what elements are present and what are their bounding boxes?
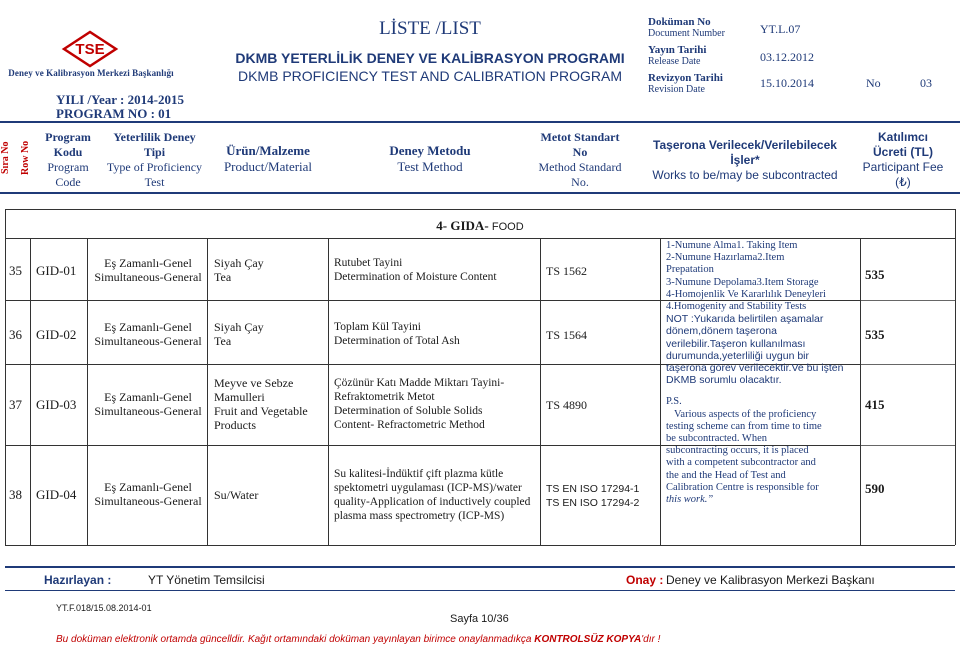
col-product-1: Ürün/Malzeme xyxy=(226,143,310,158)
col-subcontract-1: Taşerona Verilecek/Verilebilecek xyxy=(653,138,837,152)
row-fee: 415 xyxy=(865,397,885,412)
row-type-en: Simultaneous-General xyxy=(94,404,202,418)
row-method-4: plasma mass spectrometry (ICP-MS) xyxy=(334,510,505,522)
note-en-4: subcontracting occurs, it is placed xyxy=(666,445,809,457)
row-method-4: Content- Refractometric Method xyxy=(334,419,485,431)
program-title-tr: DKMB YETERLİLİK DENEY VE KALİBRASYON PROGRAMI xyxy=(235,50,625,66)
row-fee: 535 xyxy=(865,327,885,342)
row-product xyxy=(214,376,308,432)
col-subcontract-3: Works to be/may be subcontracted xyxy=(652,168,838,182)
row-method-2: Determination of Moisture Content xyxy=(334,271,497,283)
row-product-3: Fruit and Vegetable xyxy=(214,404,308,418)
row-method-1: Toplam Kül Tayini xyxy=(334,321,421,333)
col-method-1: Deney Metodu xyxy=(389,143,471,158)
note-en-2: testing scheme can from time to time xyxy=(666,420,822,432)
warning-a: Bu doküman elektronik ortamda güncelldir. Kağıt ortamındaki doküman yayınlayan birimce onaylanmadıkça xyxy=(56,634,532,645)
row-method xyxy=(334,256,497,284)
col-fee xyxy=(848,130,958,190)
col-standard-3: Method Standard xyxy=(538,160,622,174)
col-program-code xyxy=(38,130,98,190)
row-method-1: Çözünür Katı Madde Miktarı Tayini- xyxy=(334,377,505,389)
note-tr-1: NOT :Yukarıda belirtilen aşamalar xyxy=(666,313,824,326)
revision-label-en: Revision Date xyxy=(648,84,705,95)
col-fee-1: Katılımcı xyxy=(877,130,928,144)
subcontract-note xyxy=(666,240,858,506)
col-row xyxy=(20,128,36,188)
no-label: No xyxy=(866,76,881,90)
row-fee: 535 xyxy=(865,267,885,282)
row-type-tr: Eş Zamanlı-Genel xyxy=(104,256,192,270)
col-subcontract-2: İşler* xyxy=(730,153,760,167)
row-method-2: spektometri uygulaması (ICP-MS)/water xyxy=(334,482,522,494)
section-title-en: FOOD xyxy=(491,221,524,233)
row-type-en: Simultaneous-General xyxy=(94,334,202,348)
note-en-8: this work.” xyxy=(666,494,714,506)
warning-b: KONTROLSÜZ KOPYA xyxy=(534,634,642,645)
col-product-2: Product/Material xyxy=(223,159,313,174)
release-label: Yayın Tarihi xyxy=(648,44,707,56)
row-type xyxy=(88,480,208,508)
page-number: Sayfa 10/36 xyxy=(450,613,509,625)
doc-no-label-en: Document Number xyxy=(648,28,725,39)
ps-label: P.S. xyxy=(666,396,682,408)
row-standard: TS 1564 xyxy=(546,328,588,342)
row-type-tr: Eş Zamanlı-Genel xyxy=(104,390,192,404)
prepared-label: Hazırlayan : xyxy=(44,573,112,587)
row-method xyxy=(334,467,530,523)
row-method-1: Su kalitesi-İndüktif çift plazma kütle xyxy=(334,468,504,480)
row-code: GID-02 xyxy=(36,327,77,342)
subcontract-item-6: 4.Homogenity and Stability Tests xyxy=(666,301,807,313)
col-type-3: Type of Proficiency xyxy=(106,160,203,174)
subcontract-item-4: 3-Numune Depolama3.Item Storage xyxy=(666,276,819,288)
tse-logo xyxy=(60,30,120,68)
col-program-2: Kodu xyxy=(53,145,83,159)
col-program-3: Program xyxy=(47,160,89,174)
revision-value: 15.10.2014 xyxy=(760,76,814,90)
col-type-4: Test xyxy=(144,175,165,189)
note-tr-5: taşerona görev verilecektir.Ve bu işten xyxy=(666,362,844,375)
note-tr-6: DKMB sorumlu olacaktır. xyxy=(666,374,782,387)
subcontract-item-2: 2-Numune Hazırlama2.Item xyxy=(666,252,785,264)
row-product-1: Su/Water xyxy=(214,488,259,502)
col-product xyxy=(208,143,328,175)
row-method xyxy=(334,376,504,432)
section-title-tr: 4- GIDA- xyxy=(436,218,489,233)
row-sira: 38 xyxy=(9,487,22,502)
subcontract-item-3: Prepatation xyxy=(666,264,714,276)
row-sira: 37 xyxy=(9,397,22,412)
row-standard-1: TS EN ISO 17294-1 xyxy=(546,483,640,495)
col-fee-3: Participant Fee xyxy=(862,160,944,174)
note-tr-2: dönem,dönem taşerona xyxy=(666,325,777,338)
note-en-5: with a competent subcontractor and xyxy=(666,457,816,469)
row-product-4: Products xyxy=(214,418,256,432)
col-standard xyxy=(520,130,640,190)
note-en-7: Calibration Centre is responsible for xyxy=(666,481,819,493)
row-code: GID-01 xyxy=(36,263,77,278)
col-type-2: Tipi xyxy=(143,145,166,159)
release-value: 03.12.2012 xyxy=(760,50,814,64)
col-row-en: Row No xyxy=(20,140,31,176)
row-product-1: Meyve ve Sebze xyxy=(214,376,294,390)
row-code: GID-03 xyxy=(36,397,77,412)
row-type-tr: Eş Zamanlı-Genel xyxy=(104,480,192,494)
col-method-2: Test Method xyxy=(397,159,463,174)
no-value: 03 xyxy=(920,76,932,90)
col-standard-1: Metot Standart xyxy=(540,130,620,144)
subcontract-item-1: 1-Numune Alma1. Taking Item xyxy=(666,240,798,251)
form-no: YT.F.018/15.08.2014-01 xyxy=(56,603,152,613)
note-en-3: be subcontracted. When xyxy=(666,433,767,445)
program-title-en: DKMB PROFICIENCY TEST AND CALIBRATION PROGRAM xyxy=(237,68,623,84)
row-sira: 36 xyxy=(9,327,22,342)
row-standard-2: TS EN ISO 17294-2 xyxy=(546,497,640,509)
col-type-1: Yeterlilik Deney xyxy=(113,130,196,144)
row-product-1: Siyah Çay xyxy=(214,256,264,270)
row-sira: 35 xyxy=(9,263,22,278)
col-standard-2: No xyxy=(572,145,588,159)
row-product xyxy=(214,488,258,502)
release-label-en: Release Date xyxy=(648,56,701,67)
org-name: Deney ve Kalibrasyon Merkezi Başkanlığı xyxy=(8,68,174,78)
row-method-3: quality-Application of inductively coupled xyxy=(334,496,531,508)
row-product xyxy=(214,320,264,348)
row-type-en: Simultaneous-General xyxy=(94,494,202,508)
doc-no-label: Doküman No xyxy=(648,16,711,28)
row-type xyxy=(88,390,208,418)
col-sira-tr: Sıra No xyxy=(0,141,11,175)
doc-no-value: YT.L.07 xyxy=(760,22,801,36)
row-standard: TS 1562 xyxy=(546,264,588,278)
note-tr-4: durumunda,yeterliliği uygun bir xyxy=(666,349,809,362)
row-product-2: Tea xyxy=(214,334,232,348)
row-method-2: Refraktometrik Metot xyxy=(334,391,435,403)
row-product-2: Mamulleri xyxy=(214,390,265,404)
col-program-1: Program xyxy=(45,130,91,144)
row-product xyxy=(214,256,264,284)
row-method-3: Determination of Soluble Solids xyxy=(334,405,483,417)
approval-value: Deney ve Kalibrasyon Merkezi Başkanı xyxy=(666,573,875,587)
note-en-1: Various aspects of the proficiency xyxy=(674,408,817,420)
col-program-4: Code xyxy=(55,175,81,189)
row-fee: 590 xyxy=(865,481,885,496)
col-type xyxy=(92,130,217,190)
col-method xyxy=(330,143,530,175)
col-standard-4: No. xyxy=(571,175,589,189)
revision-label: Revizyon Tarihi xyxy=(648,72,723,84)
row-type-en: Simultaneous-General xyxy=(94,270,202,284)
row-type xyxy=(88,256,208,284)
doc-info xyxy=(648,16,948,96)
row-type-tr: Eş Zamanlı-Genel xyxy=(104,320,192,334)
col-subcontract xyxy=(640,138,850,183)
col-fee-4: (₺) xyxy=(895,175,911,189)
row-type xyxy=(88,320,208,348)
note-tr-3: verilebilir.Taşeron kullanılması xyxy=(666,337,806,350)
prepared-value: YT Yönetim Temsilcisi xyxy=(148,573,265,587)
row-standard: TS 4890 xyxy=(546,398,588,412)
row-standard xyxy=(546,482,639,510)
warning-c: 'dır ! xyxy=(641,634,661,645)
row-product-2: Tea xyxy=(214,270,232,284)
year-line: YILI /Year : 2014-2015 xyxy=(56,92,184,107)
note-en-6: the and the Head of Test and xyxy=(666,469,786,481)
row-code: GID-04 xyxy=(36,487,77,502)
row-method-1: Rutubet Tayini xyxy=(334,257,403,269)
subcontract-item-5: 4-Homojenlik Ve Kararlılık Deneyleri xyxy=(666,288,826,300)
row-method-2: Determination of Total Ash xyxy=(334,335,460,347)
list-title: LİSTE /LIST xyxy=(379,18,481,39)
logo-text: TSE xyxy=(75,41,105,58)
row-method xyxy=(334,320,460,348)
footer-warning xyxy=(56,634,660,645)
program-no: PROGRAM NO : 01 xyxy=(56,106,172,121)
approval-label: Onay : xyxy=(626,573,664,587)
col-fee-2: Ücreti (TL) xyxy=(873,145,933,159)
row-product-1: Siyah Çay xyxy=(214,320,264,334)
section-title xyxy=(0,218,960,234)
